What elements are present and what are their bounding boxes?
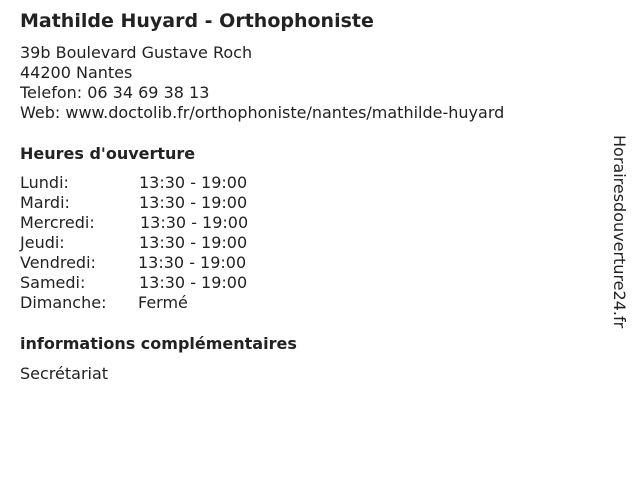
page-title: Mathilde Huyard - Orthophoniste (20, 10, 374, 32)
hours-row-thursday (20, 233, 420, 253)
day-hours: 13:30 - 19:00 (139, 273, 248, 292)
day-label: Mercredi: (20, 213, 95, 232)
day-label: Mardi: (20, 193, 70, 212)
extra-info-heading: informations complémentaires (20, 334, 297, 353)
day-hours: 13:30 - 19:00 (139, 233, 248, 252)
address-street: 39b Boulevard Gustave Roch (20, 43, 253, 62)
hours-row-sunday (20, 293, 420, 313)
hours-row-wednesday (20, 213, 420, 233)
hours-row-friday (20, 253, 420, 273)
day-hours: 13:30 - 19:00 (139, 173, 248, 192)
extra-info-text: Secrétariat (20, 364, 109, 383)
day-hours: 13:30 - 19:00 (139, 193, 248, 212)
hours-row-monday (20, 173, 420, 193)
day-label: Samedi: (20, 273, 86, 292)
hours-row-tuesday (20, 193, 420, 213)
hours-row-saturday (20, 273, 420, 293)
phone-number[interactable]: Telefon: 06 34 69 38 13 (20, 83, 210, 102)
site-watermark-label: Horairesdouverture24.fr (610, 135, 629, 329)
day-label: Lundi: (20, 173, 69, 192)
day-label: Dimanche: (20, 293, 107, 312)
day-hours: 13:30 - 19:00 (138, 253, 247, 272)
day-hours: Fermé (138, 293, 188, 312)
day-label: Vendredi: (20, 253, 96, 272)
day-hours: 13:30 - 19:00 (140, 213, 249, 232)
website-link[interactable]: Web: www.doctolib.fr/orthophoniste/nantes/mathilde-huyard (20, 103, 505, 122)
address-city: 44200 Nantes (20, 63, 133, 82)
opening-hours-heading: Heures d'ouverture (20, 144, 196, 163)
day-label: Jeudi: (20, 233, 65, 252)
